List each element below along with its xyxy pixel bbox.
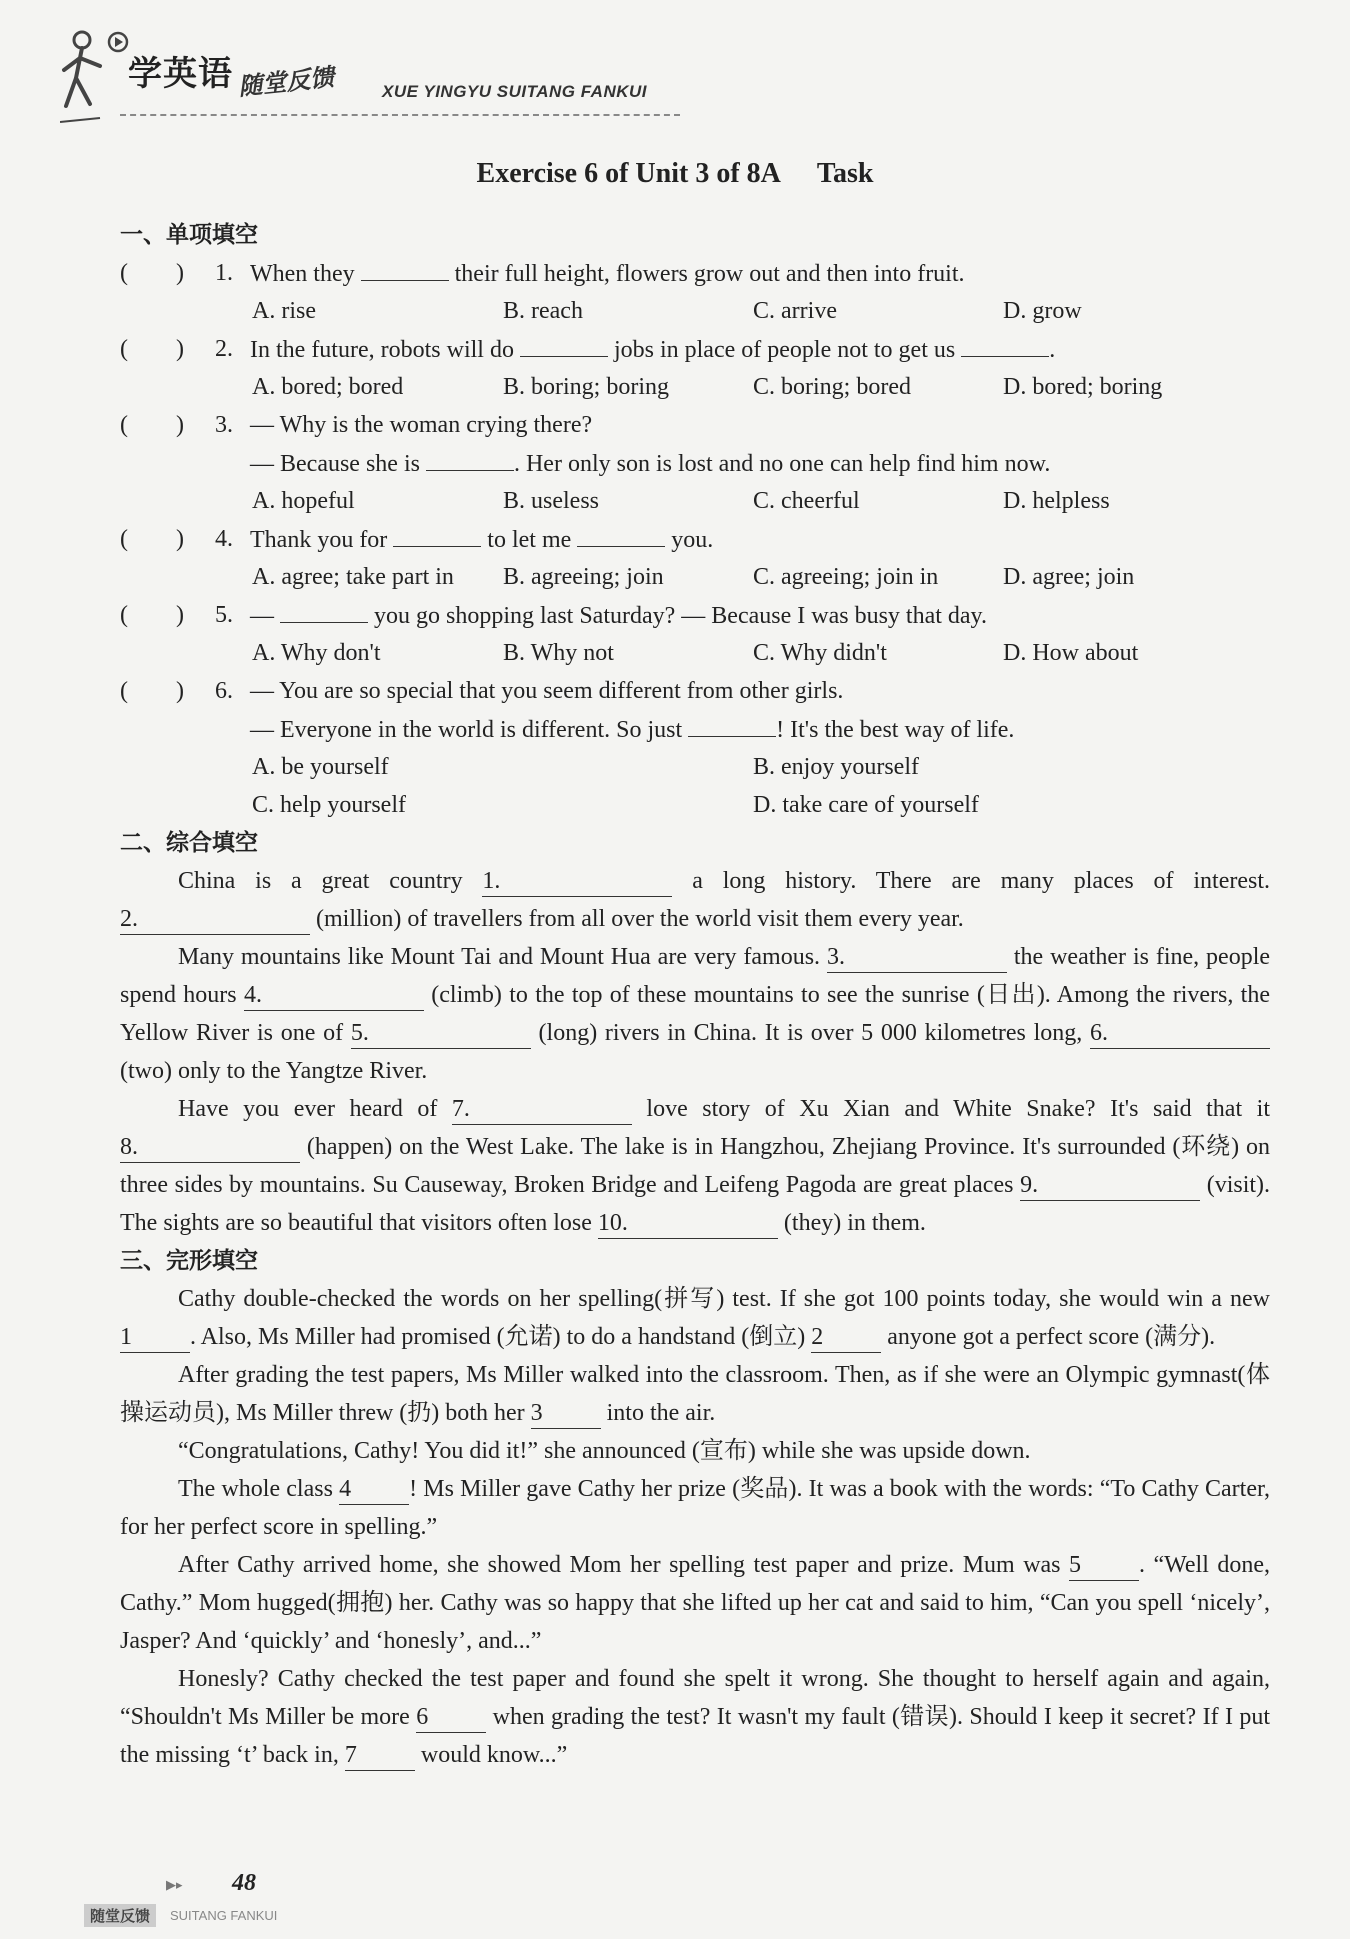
cloze-blank-2[interactable]: 2: [811, 1322, 881, 1353]
option-a[interactable]: A. hopeful: [252, 488, 355, 514]
fill-blank-2[interactable]: 2.: [120, 904, 310, 935]
question-1-options: [120, 292, 1270, 330]
cloze-blank-1[interactable]: 1: [120, 1322, 190, 1353]
option-c[interactable]: C. agreeing; join in: [753, 564, 939, 590]
question-3-options: [120, 482, 1270, 520]
fill-blank-5[interactable]: 5.: [351, 1018, 531, 1049]
question-5-options: [120, 634, 1270, 672]
option-b[interactable]: B. Why not: [503, 640, 614, 666]
footer-sublabel: SUITANG FANKUI: [170, 1908, 278, 1923]
fill-blank-9[interactable]: 9.: [1020, 1170, 1200, 1201]
option-d[interactable]: D. helpless: [1003, 488, 1110, 514]
fill-paragraph-2: Many mountains like Mount Tai and Mount Hua are very famous. 3. the weather is fine, people spend hours 4. (climb) to the top of these mountains to see the sunrise (日出). Among the rivers, the Yellow River is one of 5. (long) rivers in China. It is over 5 000 kilometres long, 6. (two) only to the Yangtze River.: [120, 944, 1271, 1084]
option-c[interactable]: C. cheerful: [753, 488, 860, 514]
question-4-options: [120, 558, 1270, 596]
cloze-paragraph-2: After grading the test papers, Ms Miller walked into the classroom. Then, as if she were an Olympic gymnast(体操运动员), Ms Miller threw (扔) both her 3 into the air.: [120, 1356, 1270, 1432]
option-c[interactable]: C. Why didn't: [753, 640, 887, 666]
header-pinyin: XUE YINGYU SUITANG FANKUI: [382, 82, 648, 101]
answer-paren[interactable]: ( ): [120, 260, 184, 286]
option-b[interactable]: B. useless: [503, 488, 599, 514]
answer-blank[interactable]: [280, 596, 368, 623]
fill-blank-3[interactable]: 3.: [827, 942, 1007, 973]
page-title: Exercise 6 of Unit 3 of 8A Task: [476, 158, 874, 189]
play-arrows-icon: ▶▸: [166, 1878, 183, 1893]
fill-blank-7[interactable]: 7.: [452, 1094, 632, 1125]
question-6-line-2: — Everyone in the world is different. So just ! It's the best way of life.: [120, 710, 1270, 748]
answer-paren[interactable]: ( ): [120, 412, 184, 438]
answer-blank[interactable]: [961, 330, 1049, 357]
page-footer: [84, 1860, 324, 1930]
fill-blank-10[interactable]: 10.: [598, 1208, 778, 1239]
answer-paren[interactable]: ( ): [120, 526, 184, 552]
fill-paragraph-1: China is a great country 1. a long history. There are many places of interest. 2. (million) of travellers from all over the world visit them every year.: [120, 862, 1270, 938]
answer-blank[interactable]: [426, 444, 514, 471]
option-d[interactable]: D. grow: [1003, 298, 1082, 324]
fill-blank-4[interactable]: 4.: [244, 980, 424, 1011]
worksheet-content: [120, 216, 1270, 1774]
cloze-paragraph-4: The whole class 4 ! Ms Miller gave Cathy her prize (奖品). It was a book with the words: “To Cathy Carter, for her perfect score in spelling.”: [120, 1476, 1271, 1540]
question-6-options-row-2: [120, 786, 1270, 824]
answer-blank[interactable]: [688, 710, 776, 737]
answer-blank[interactable]: [520, 330, 608, 357]
cloze-blank-3[interactable]: 3: [531, 1398, 601, 1429]
question-1: ( ) 1. When they their full height, flowers grow out and then into fruit.: [120, 254, 1270, 292]
question-2-options: [120, 368, 1270, 406]
page-number: 48: [232, 1870, 256, 1896]
question-5: ( ) 5. — you go shopping last Saturday? — Because I was busy that day.: [120, 596, 1270, 634]
question-6: ( ) 6. — You are so special that you seem different from other girls.: [120, 672, 1270, 710]
cloze-paragraph-5: After Cathy arrived home, she showed Mom her spelling test paper and prize. Mum was 5 . “Well done, Cathy.” Mom hugged(拥抱) her. Cathy was so happy that she lifted up her cat and said to him, “Can you spell ‘nicely’, Jasper? And ‘quickly’ and ‘honesly’, and...”: [120, 1552, 1271, 1654]
question-3: ( ) 3. — Why is the woman crying there?: [120, 406, 1270, 444]
cloze-paragraph-6: Honesly? Cathy checked the test paper and found she spelt it wrong. She thought to herself again and again, “Shouldn't Ms Miller be more 6 when grading the test? It wasn't my fault (错误). Should I keep it secret? If I put the missing ‘t’ back in, 7 would know...”: [120, 1660, 1270, 1774]
answer-blank[interactable]: [393, 520, 481, 547]
header-cn-subtitle: 随堂反馈: [237, 63, 336, 101]
answer-paren[interactable]: ( ): [120, 678, 184, 704]
option-c[interactable]: C. boring; bored: [753, 374, 911, 400]
option-d[interactable]: D. How about: [1003, 640, 1139, 666]
answer-paren[interactable]: ( ): [120, 336, 184, 362]
header-divider: [120, 114, 680, 116]
option-a[interactable]: A. Why don't: [252, 640, 381, 666]
section-heading-fill-in: 二、综合填空: [120, 830, 258, 856]
option-d[interactable]: D. bored; boring: [1003, 374, 1163, 400]
cloze-blank-4[interactable]: 4: [339, 1474, 409, 1505]
option-a[interactable]: A. rise: [252, 298, 316, 324]
fill-blank-8[interactable]: 8.: [120, 1132, 300, 1163]
option-b[interactable]: B. boring; boring: [503, 374, 669, 400]
header-banner: [60, 18, 680, 128]
footer-label: 随堂反馈: [84, 1904, 156, 1927]
option-d[interactable]: D. agree; join: [1003, 564, 1135, 590]
option-c[interactable]: C. help yourself: [252, 792, 406, 818]
question-4: ( ) 4. Thank you for to let me you.: [120, 520, 1270, 558]
option-b[interactable]: B. enjoy yourself: [753, 754, 919, 780]
option-b[interactable]: B. reach: [503, 298, 583, 324]
answer-blank[interactable]: [577, 520, 665, 547]
cloze-paragraph-3: “Congratulations, Cathy! You did it!” she announced (宣布) while she was upside down.: [178, 1438, 1031, 1464]
answer-paren[interactable]: ( ): [120, 602, 184, 628]
answer-blank[interactable]: [361, 254, 449, 281]
option-c[interactable]: C. arrive: [753, 298, 837, 324]
fill-paragraph-3: Have you ever heard of 7. love story of Xu Xian and White Snake? It's said that it 8. (happen) on the West Lake. The lake is in Hangzhou, Zhejiang Province. It's surrounded (环绕) on three sides by mountains. Su Causeway, Broken Bridge and Leifeng Pagoda are great places 9. (visit). The sights are so beautiful that visitors often lose 10. (they) in them.: [120, 1090, 1270, 1242]
option-a[interactable]: A. agree; take part in: [252, 564, 454, 590]
fill-blank-6[interactable]: 6.: [1090, 1018, 1270, 1049]
option-a[interactable]: A. be yourself: [252, 754, 389, 780]
header-cn-title: 学英语: [128, 54, 233, 94]
section-heading-cloze: 三、完形填空: [120, 1248, 258, 1274]
cloze-blank-6[interactable]: 6: [416, 1702, 486, 1733]
runner-logo-icon: [60, 26, 130, 126]
section-heading-single-choice: 一、单项填空: [120, 222, 258, 248]
question-3-line-2: — Because she is . Her only son is lost and no one can help find him now.: [120, 444, 1270, 482]
question-6-options-row-1: [120, 748, 1270, 786]
cloze-paragraph-1: Cathy double-checked the words on her spelling(拼写) test. If she got 100 points today, she would win a new 1 . Also, Ms Miller had promised (允诺) to do a handstand (倒立) 2 anyone got a perfect score (满分).: [120, 1280, 1270, 1356]
option-a[interactable]: A. bored; bored: [252, 374, 404, 400]
cloze-blank-7[interactable]: 7: [345, 1740, 415, 1771]
option-d[interactable]: D. take care of yourself: [753, 792, 979, 818]
cloze-blank-5[interactable]: 5: [1069, 1550, 1139, 1581]
option-b[interactable]: B. agreeing; join: [503, 564, 664, 590]
fill-blank-1[interactable]: 1.: [482, 866, 672, 897]
question-2: ( ) 2. In the future, robots will do jobs in place of people not to get us .: [120, 330, 1270, 368]
